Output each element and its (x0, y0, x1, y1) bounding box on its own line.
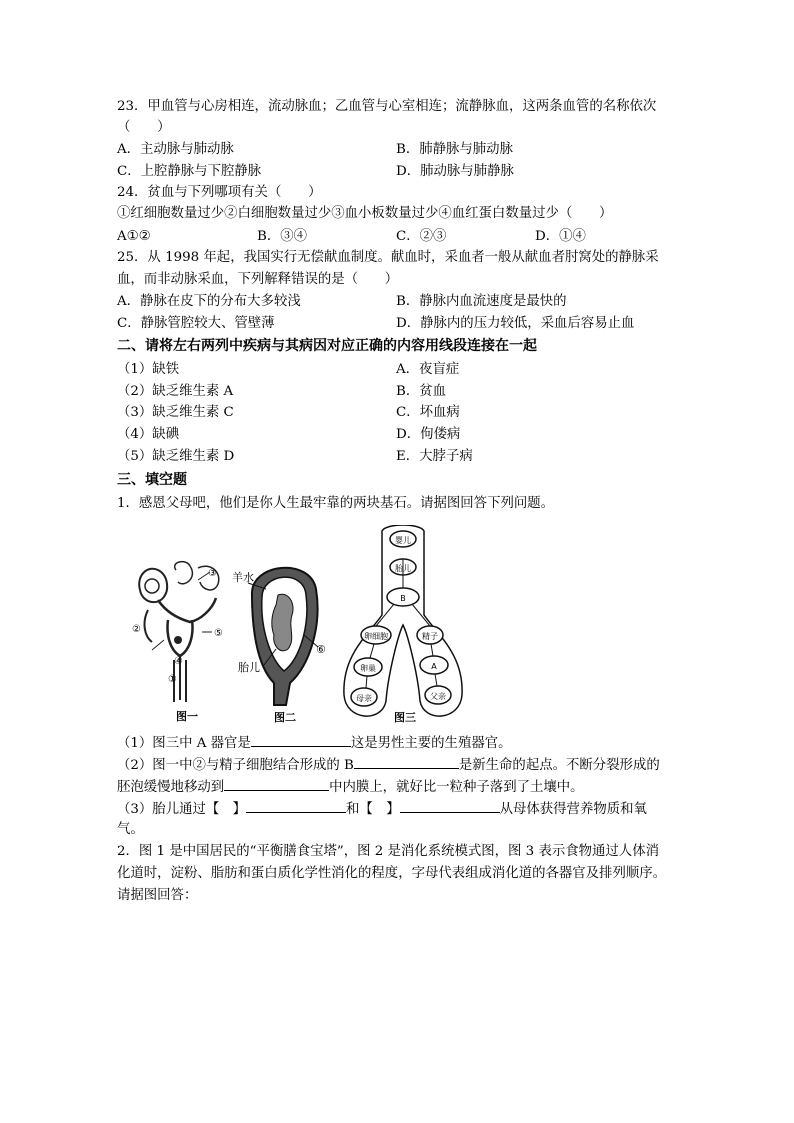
section2-right-a: A．夜盲症 (396, 362, 460, 377)
q24-option-d: D．①④ (535, 229, 586, 244)
q1-sub2-text-b: 是新生命的起点。不断分裂形成的 (458, 758, 660, 773)
fig3-label-mother: 母亲 (356, 694, 372, 703)
section2-left-4: （4）缺碘 (117, 427, 180, 442)
q24-option-b: B．③④ (257, 229, 308, 244)
q1-sub3-blank-2[interactable] (400, 798, 500, 813)
q23-stem: 23．甲血管与心房相连，流动脉血；乙血管与心室相连；流静脉血，这两条血管的名称依次 (117, 99, 657, 114)
section3-title: 三、填空题 (117, 472, 187, 488)
q1-sub2-blank-1[interactable] (354, 754, 459, 769)
fig1-label-4: ④ (174, 656, 183, 667)
q1-sub3-cont: 气。 (117, 822, 144, 837)
fig2-label-amniotic: 羊水 (232, 571, 254, 584)
section2-left-2: （2）缺乏维生素 A (117, 384, 234, 399)
q2-stem-line2: 化道时，淀粉、脂肪和蛋白质化学性消化的程度，字母代表组成消化道的各器官及排列顺序。 (117, 866, 667, 881)
fig1-caption: 图一 (176, 710, 198, 723)
q24-option-a: A①② (117, 229, 151, 244)
q24-items: ①红细胞数量过少②白细胞数量过少③血小板数量过少④血红蛋白数量过少（ ） (117, 206, 613, 221)
fig1-label-3: ③ (208, 568, 217, 579)
section2-right-c: C．坏血病 (396, 405, 460, 420)
q24-option-c: C．②③ (396, 229, 447, 244)
fig3-label-fetus: 胎儿 (395, 564, 411, 573)
q23-option-c: C．上腔静脉与下腔静脉 (117, 164, 262, 179)
section2-title: 二、请将左右两列中疾病与其病因对应正确的内容用线段连接在一起 (117, 338, 537, 354)
q1-sub1-text-a: （1）图三中 A 器官是 (117, 736, 251, 751)
q25-option-d: D．静脉内的压力较低，采血后容易止血 (396, 316, 635, 331)
section2-right-b: B．贫血 (396, 384, 447, 399)
q2-stem-line1: 2．图 1 是中国居民的“平衡膳食宝塔”，图 2 是消化系统模式图，图 3 表示食物通过人体消 (117, 844, 659, 859)
q23-option-b: B．肺静脉与肺动脉 (396, 142, 513, 157)
section2-left-5: （5）缺乏维生素 D (117, 449, 235, 464)
figure-3 (338, 525, 468, 725)
fig2-label-fetus: 胎儿 (238, 661, 260, 674)
fig3-caption: 图三 (394, 711, 416, 724)
figure-1 (128, 560, 228, 725)
fig2-label-6: ⑥ (316, 643, 326, 656)
section3-q1-stem: 1．感恩父母吧，他们是你人生最牢靠的两块基石。请据图回答下列问题。 (117, 496, 555, 511)
q1-sub1-text-b: 这是男性主要的生殖器官。 (350, 736, 512, 751)
q1-sub2 (117, 754, 660, 776)
q1-sub3-blank-1[interactable] (246, 798, 346, 813)
q25-stem-line2: 血，而非动脉采血，下列解释错误的是（ ） (117, 272, 399, 287)
fig3-label-father: 父亲 (430, 692, 446, 701)
q23-paren: （ ） (117, 120, 171, 135)
q1-sub3-text-a: （3）胎儿通过【 】 (117, 802, 247, 817)
section2-left-1: （1）缺铁 (117, 362, 180, 377)
q25-option-a: A．静脉在皮下的分布大多较浅 (117, 294, 301, 309)
fig3-label-baby: 婴儿 (395, 536, 411, 545)
q1-sub2-cont (117, 776, 584, 798)
section2-left-3: （3）缺乏维生素 C (117, 405, 234, 420)
fig3-label-ovary: 卵巢 (360, 664, 376, 673)
q25-option-c: C．静脉管腔较大、管壁薄 (117, 316, 275, 331)
q2-stem-line3: 请据图回答： (117, 888, 198, 903)
q25-option-b: B．静脉内血流速度是最快的 (396, 294, 567, 309)
fig1-label-2: ② (132, 624, 141, 635)
figure-2 (230, 555, 335, 725)
q1-sub2-text-c: 胚泡缓慢地移动到 (117, 780, 225, 795)
q1-sub2-text-a: （2）图一中②与精子细胞结合形成的 B (117, 758, 354, 773)
fig2-caption: 图二 (274, 711, 296, 724)
fig3-label-b: B (400, 594, 406, 603)
q1-sub3 (117, 798, 647, 820)
fig3-label-sperm: 精子 (422, 632, 438, 641)
fig1-label-1: ① (168, 674, 177, 685)
fig3-label-a: A (431, 662, 437, 671)
fig3-label-egg: 卵细胞 (364, 632, 388, 641)
q25-stem-line1: 25．从 1998 年起，我国实行无偿献血制度。献血时，采血者一般从献血者肘窝处的静脉采 (117, 250, 659, 265)
q23-option-d: D．肺动脉与肺静脉 (396, 164, 514, 179)
q1-sub1-blank[interactable] (251, 732, 351, 747)
q1-sub3-text-c: 从母体获得营养物质和氧 (499, 802, 647, 817)
section2-right-e: E．大脖子病 (396, 449, 473, 464)
q23-option-a: A．主动脉与肺动脉 (117, 142, 234, 157)
section2-right-d: D．佝偻病 (396, 427, 461, 442)
q1-sub3-text-b: 和【 】 (346, 802, 400, 817)
q1-sub2-blank-2[interactable] (224, 776, 329, 791)
q24-stem: 24．贫血与下列哪项有关（ ） (117, 185, 322, 200)
q1-sub1 (117, 732, 512, 754)
q1-sub2-text-d: 中内膜上，就好比一粒种子落到了土壤中。 (329, 780, 584, 795)
fig1-label-5: ⑤ (214, 628, 223, 639)
